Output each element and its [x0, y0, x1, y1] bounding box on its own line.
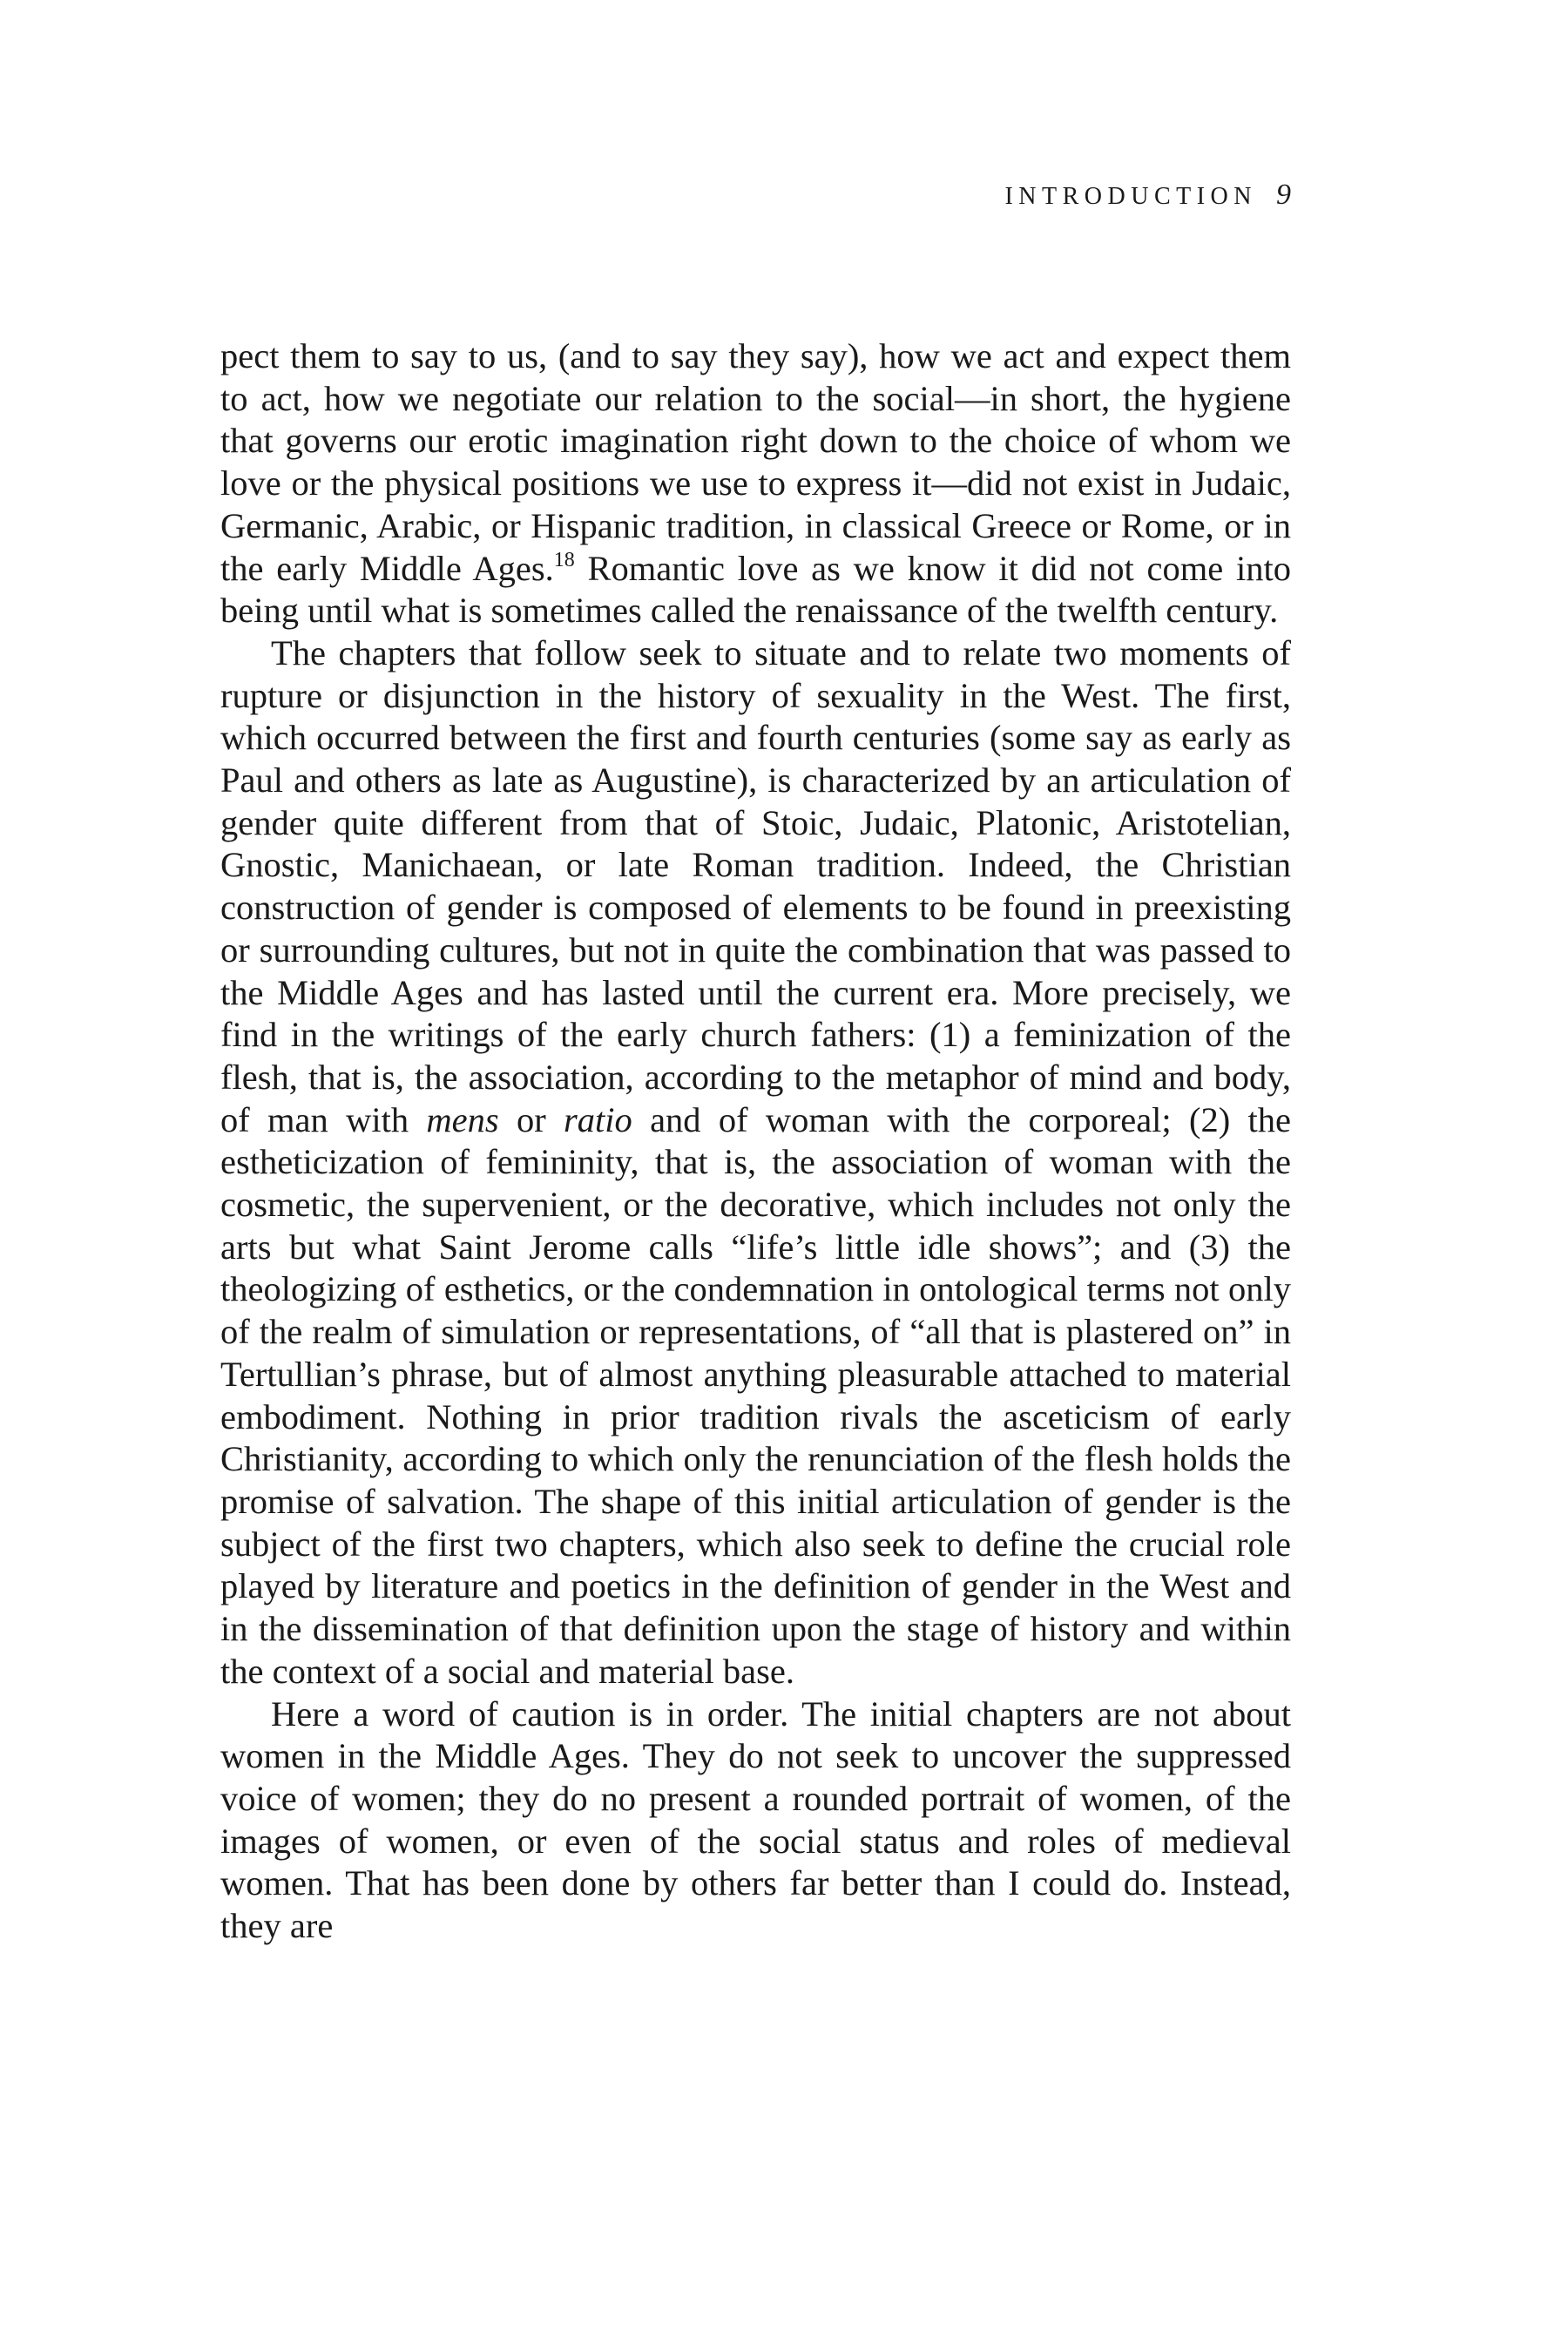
section-title: INTRODUCTION — [1004, 183, 1257, 210]
italic-term-mens: mens — [426, 1099, 499, 1139]
paragraph-1-text-cont: Romantic love as we know it did not come into being until what is sometimes called the renaissance of the twelfth century. — [220, 548, 1291, 631]
page-number: 9 — [1276, 179, 1291, 211]
body-text — [220, 335, 1291, 1948]
paragraph-3-text: Here a word of caution is in order. The initial chapters are not about women in the Middle Ages. They do not seek to uncover the suppressed voice of women; they do no present a rounded portrait of women, of the images of women, or even of the social status and roles of medieval women. That has been done by others far better than I could do. Instead, they are — [220, 1693, 1291, 1946]
running-head — [662, 178, 1291, 214]
paragraph-1 — [220, 335, 1291, 632]
paragraph-2-text-c: and of woman with the corporeal; (2) the estheticization of femininity, that is, the association of woman with the cosmetic, the supervenient, or the decorative, which includes not only the arts but what Saint Jerome calls “life’s little idle shows”; and (3) the theologizing of esthetics, or the condemnation in ontological terms not only of the realm of simulation or representations, of “all that is plastered on” in Tertullian’s phrase, but of almost anything pleasurable attached to material embodiment. Nothing in prior tradition rivals the asceticism of early Christianity, according to which only the renunciation of the flesh holds the promise of salvation. The shape of this initial articulation of gender is the subject of the first two chapters, which also seek to define the crucial role played by literature and poetics in the definition of gender in the West and in the dissemination of that definition upon the stage of history and within the context of a social and material base. — [220, 1099, 1291, 1691]
paragraph-2-text-b: or — [498, 1099, 564, 1139]
footnote-ref-18[interactable]: 18 — [553, 548, 575, 571]
paragraph-2 — [220, 632, 1291, 1693]
paragraph-2-text: The chapters that follow seek to situate and to relate two moments of rupture or disjunction in the history of sexuality in the West. The first, which occurred between the first and fourth centuries (some say as early as Paul and others as late as Augustine), is characterized by an articulation of gender quite different from that of Stoic, Judaic, Platonic, Aristotelian, Gnostic, Manichaean, or late Roman tradition. Indeed, the Christian construction of gender is composed of elements to be found in preexisting or surrounding cultures, but not in quite the combination that was passed to the Middle Ages and has lasted until the current era. More precisely, we find in the writings of the early church fathers: (1) a feminization of the flesh, that is, the association, according to the metaphor of mind and body, of man with — [220, 632, 1291, 1139]
italic-term-ratio: ratio — [564, 1099, 632, 1139]
paragraph-1-text: pect them to say to us, (and to say they say), how we act and expect them to act, how we negotiate our relation to the social—in short, the hygiene that governs our erotic imagination right down to the choice of whom we love or the physical positions we use to express it—did not exist in Judaic, Germanic, Arabic, or Hispanic tradition, in classical Greece or Rome, or in the early Middle Ages. — [220, 336, 1291, 588]
paragraph-3 — [220, 1693, 1291, 1948]
